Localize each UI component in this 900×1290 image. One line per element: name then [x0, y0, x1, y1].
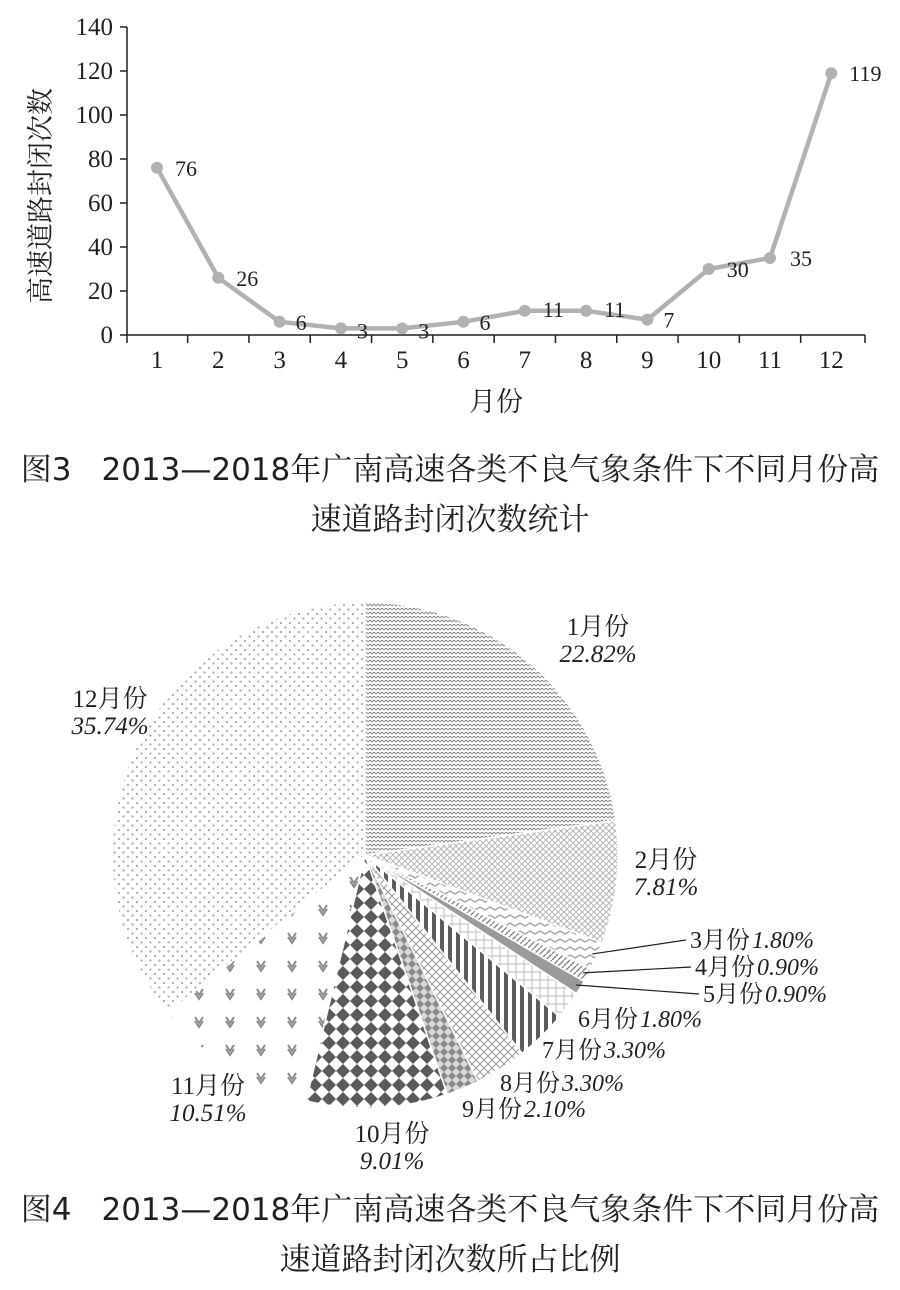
data-point [519, 305, 531, 317]
x-tick-label: 11 [757, 347, 783, 374]
x-tick-label: 7 [518, 347, 532, 374]
slice-label: 3月份 [690, 928, 750, 954]
y-tick-label: 140 [75, 14, 113, 41]
data-point [580, 305, 592, 317]
leader-line [592, 940, 686, 954]
data-point [703, 263, 715, 275]
x-tick-label: 2 [212, 347, 225, 374]
x-tick-label: 5 [395, 347, 409, 374]
x-tick-label: 1 [150, 347, 164, 374]
data-label: 119 [849, 61, 882, 87]
slice-percent-label: 7.81% [633, 874, 699, 901]
line-chart [26, 14, 881, 417]
slice-percent-label: 9.01% [359, 1148, 425, 1175]
slice-label: 4月份 [695, 955, 755, 981]
slice-label: 9月份 [462, 1097, 522, 1123]
data-point [458, 316, 470, 328]
y-tick-label: 0 [100, 322, 113, 349]
y-axis-title: 高速道路封闭次数 [26, 88, 56, 304]
data-point [212, 272, 224, 284]
slice-label: 6月份 [578, 1007, 638, 1033]
figure-4-caption-line2: 速道路封闭次数所占比例 [279, 1242, 621, 1278]
figure-3-caption-line1: 2013—2018年广南高速各类不良气象条件下不同月份高 [101, 452, 880, 488]
figure-4-caption-line1: 2013—2018年广南高速各类不良气象条件下不同月份高 [101, 1192, 880, 1228]
slice-percent-label: 2.10% [524, 1097, 586, 1123]
data-point [151, 162, 163, 174]
x-tick-label: 12 [818, 347, 844, 374]
x-tick-label: 9 [641, 347, 654, 374]
slice-label: 11月份 [170, 1073, 246, 1100]
y-tick-label: 60 [88, 190, 113, 217]
leader-line [583, 967, 691, 973]
slice-percent-label: 3.30% [562, 1071, 624, 1097]
data-label: 11 [604, 296, 626, 322]
x-tick-label: 6 [457, 347, 470, 374]
data-label: 3 [356, 318, 368, 344]
data-label: 6 [295, 309, 307, 335]
y-tick-label: 20 [88, 278, 113, 305]
slice-label: 7月份 [542, 1038, 602, 1064]
x-axis-title: 月份 [469, 387, 523, 417]
figure-4-number: 图4 [20, 1192, 72, 1228]
data-label: 30 [726, 257, 749, 282]
slice-label: 8月份 [500, 1071, 560, 1097]
figure-3-caption [0, 445, 900, 545]
slice-percent-label: 22.82% [559, 641, 637, 668]
data-label: 6 [479, 309, 491, 335]
slice-percent-label: 0.90% [765, 982, 827, 1008]
slice-percent-label: 1.80% [640, 1007, 702, 1033]
data-label: 76 [175, 155, 197, 181]
x-tick-label: 8 [579, 347, 593, 374]
x-tick-label: 4 [334, 347, 348, 374]
slice-label: 5月份 [703, 982, 763, 1008]
data-label: 26 [236, 265, 259, 291]
data-point [335, 322, 347, 334]
data-label: 35 [790, 246, 812, 271]
y-tick-label: 120 [75, 58, 113, 85]
slice-percent-label: 35.74% [71, 713, 149, 740]
data-label: 11 [542, 296, 564, 322]
slice-label: 1月份 [566, 614, 630, 641]
data-point [764, 252, 776, 264]
figure-3-number: 图3 [20, 452, 72, 488]
slice-percent-label: 10.51% [169, 1100, 247, 1127]
data-point [825, 67, 837, 79]
y-tick-label: 40 [88, 234, 113, 261]
data-label: 3 [418, 318, 430, 344]
data-point [274, 316, 286, 328]
slice-label: 2月份 [634, 847, 698, 874]
data-point [641, 314, 653, 326]
y-tick-label: 100 [75, 102, 113, 129]
x-tick-label: 10 [696, 347, 722, 374]
slice-label: 10月份 [354, 1121, 430, 1148]
y-tick-label: 80 [88, 146, 113, 173]
slice-percent-label: 1.80% [752, 928, 814, 954]
leader-line [576, 985, 699, 994]
figure-4-caption [0, 1185, 900, 1285]
slice-label: 12月份 [72, 686, 148, 713]
x-tick-label: 3 [273, 347, 286, 374]
data-point [396, 322, 408, 334]
figure-3-caption-line2: 速道路封闭次数统计 [310, 502, 590, 538]
data-label: 7 [663, 307, 675, 333]
slice-percent-label: 0.90% [757, 955, 819, 981]
pie-chart [70, 602, 827, 1175]
slice-percent-label: 3.30% [604, 1038, 666, 1064]
